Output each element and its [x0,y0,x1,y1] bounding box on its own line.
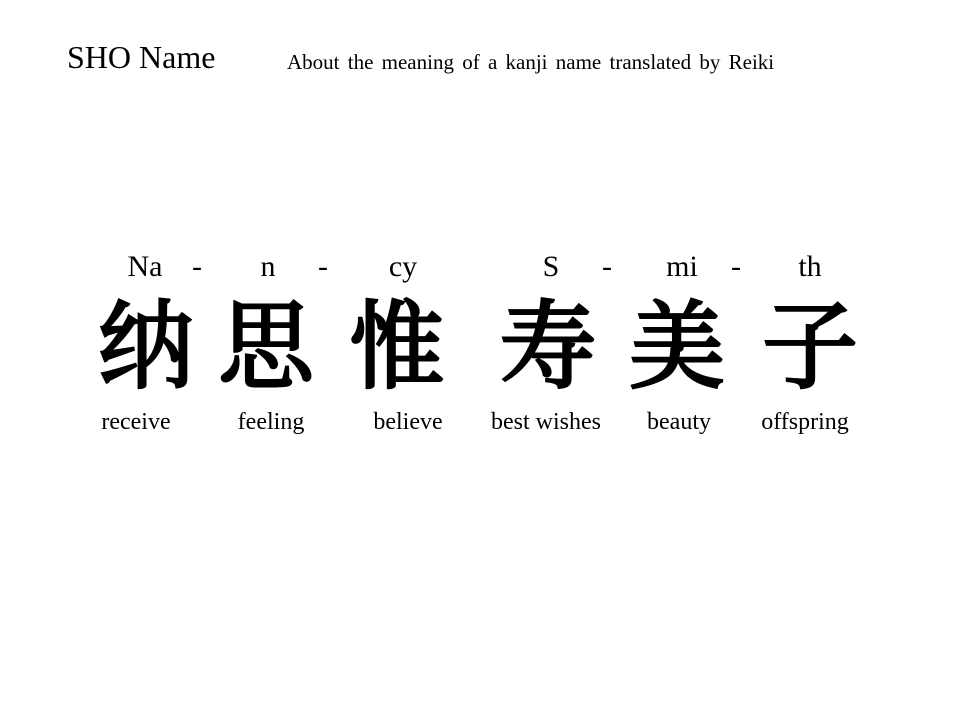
meaning-feeling: feeling [237,409,305,435]
meaning-believe: believe [373,409,443,435]
slide-title: SHO Name [67,39,216,75]
syllable-separator-2: - [318,250,328,283]
meaning-receive: receive [101,409,171,435]
syllable-separator-3: - [602,250,612,283]
kanji-th: 子 [762,294,858,401]
kanji-mi: 美 [629,294,725,401]
syllable-cy: cy [388,250,418,283]
syllable-na: Na [127,250,163,283]
syllable-separator-1: - [192,250,202,283]
meaning-best-wishes: best wishes [491,409,601,435]
syllable-mi: mi [666,250,698,283]
meaning-offspring: offspring [761,409,849,435]
kanji-cy: 惟 [349,294,445,401]
syllable-s: S [542,250,560,283]
syllable-n: n [260,250,276,283]
slide-subtitle: About the meaning of a kanji name translated by Reiki [287,50,775,74]
meaning-beauty: beauty [647,409,711,435]
kanji-s: 寿 [500,294,596,401]
syllable-separator-4: - [731,250,741,283]
kanji-n: 思 [218,294,314,401]
syllable-th: th [798,250,822,283]
kanji-na: 纳 [98,294,194,401]
